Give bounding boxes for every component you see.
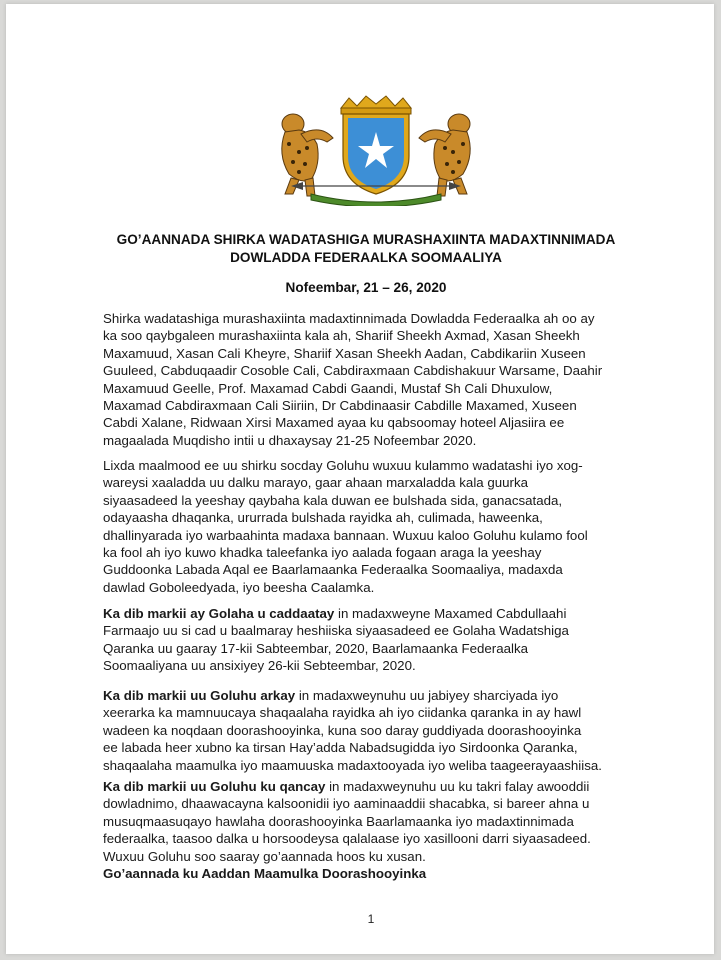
paragraph-lead: Ka dib markii uu Goluhu arkay [103,688,296,703]
paragraph-line: Maxamad Cabdiraxmaan Cali Siiriin, Dr Cabdinaasir Cabdille Maxamed, Xuseen [103,398,577,414]
somalia-coat-of-arms-icon [271,94,481,206]
paragraph-line: Lixda maalmood ee uu shirku socday Goluhu wuxuu kulammo wadatashi iyo xog- [103,458,583,473]
document-page [6,4,714,954]
paragraph-line-rest: in madaxweynuhu uu ku takri falay awooddii [325,779,590,794]
paragraph-line: Guuleed, Cabduqaadir Cosoble Cali, Cabdiraxmaan Cabdishakuur Warsame, Daahir [103,363,603,379]
paragraph-line: dawlad Goboleedyada, iyo beesha Caalamka. [103,579,375,595]
paragraph-line: Qaranka uu gaaray 17-kii Sabteembar, 2020, Baarlamaanka Federaalka [103,640,529,656]
paragraph-line: siyaasadeed la yeeshay qaybaha kala duwan ee bulshada sida, ganacsatada, [103,492,563,508]
paragraph-line: ka soo qaybgaleen murashaxiinta kala ah, Shariif Sheekh Axmad, Xasan Sheekh [103,328,580,344]
paragraph-line: wadeen ka noqdaan doorashooyinka, kuna soo daray guddiyada doorashooyinka [103,722,582,738]
document-title-line-2: DOWLADDA FEDERAALKA SOOMAALIYA [230,250,502,265]
document-date: Nofeembar, 21 – 26, 2020 [285,280,447,295]
paragraph-lead: Ka dib markii ay Golaha u caddaatay [103,606,335,621]
document-title-line-1: GO’AANNADA SHIRKA WADATASHIGA MURASHAXIINTA MADAXTINNIMADA [116,232,616,247]
paragraph-line-rest: in madaxweyne Maxamed Cabdullaahi [334,606,567,621]
paragraph-abuse-of-power [103,778,648,882]
paragraph-line: ka fool ah iyo kuwo khadka taleefanka iyo aalada fogaan araga la yeeshay [103,545,542,561]
paragraph-line: Soomaaliyana uu ansixiyey 26-kii Sebteembar, 2020. [103,658,416,674]
page-number: 1 [367,912,375,926]
paragraph-line: federaalka, taasoo dalka u horsoodeysa qalalaase iyo xasillooni darri siyaasadeed. [103,831,591,847]
paragraph-line: ee labada heer xubno ka tirsan Hay’adda Nabadsugidda iyo Sirdoonka Qaranka, [103,740,578,756]
paragraph-line: Cabdi Xalane, Ridwaan Xirsi Maxamed ayaa ku qabsoomay hoteel Aljasiira ee [103,415,565,431]
paragraph-first-line [103,605,648,622]
paragraph-line: shaqaalaha maamulka iyo maamuuska madaxtooyada iyo weliba taageerayaashiisa. [103,757,602,773]
paragraph-agreement-breach [103,605,648,675]
paragraph-first-line [103,687,648,704]
paragraph-line: Guddoonka Labada Aqal ee Baarlamaanka Federaalka Soomaaliya, madaxda [103,562,563,578]
paragraph-line-rest: in madaxweynuhu uu jabiyey sharciyada iyo [295,688,559,703]
paragraph-line: Maxamuud Geelle, Prof. Maxamad Cabdi Gaandi, Mustaf Sh Cali Dhuxulow, [103,380,553,396]
paragraph-line: dhallinyarada iyo warbaahinta madaxa bannaan. Wuxuu kaloo Goluhu kulamo fool [103,527,588,543]
paragraph-line: magaalada Muqdisho intii u dhaxaysay 21-25 Nofeembar 2020. [103,432,477,448]
section-heading: Go’aannada ku Aaddan Maamulka Doorashooyinka [103,866,427,882]
paragraph-line: wareysi xaaladda uu dalku marayo, gaar ahaan marxaladda kala guurka [103,475,529,491]
paragraph-line: Shirka wadatashiga murashaxiinta madaxtinnimada Dowladda Federaalka ah oo ay [103,311,595,326]
paragraph-consultations [103,457,648,596]
paragraph-line: xeerarka ka mamnuucaya shaqaalaha rayidka ah iyo ciidanka qaranka in ay hawl [103,705,582,721]
paragraph-line: odayaasha dhaqanka, ururrada bulshada rayidka ah, culimada, haweenka, [103,510,543,526]
paragraph-line: dowladnimo, dhaawacayna kalsoonidii iyo aaminaaddii shacabka, si bareer ahna u [103,796,590,812]
paragraph-line: Farmaajo uu si cad u baalmaray heshiiska siyaasadeed ee Golaha Wadatshiga [103,623,569,639]
paragraph-line: musuqmaasuqayo hawlaha doorashooyinka Baarlamaanka iyo madaxtinnimada [103,813,574,829]
paragraph-first-line [103,778,648,795]
paragraph-law-violations [103,687,648,774]
paragraph-participants [103,310,648,449]
paragraph-line: Wuxuu Goluhu soo saaray go’aannada hoos ku xusan. [103,848,426,864]
paragraph-lead: Ka dib markii uu Goluhu ku qancay [103,779,326,794]
paragraph-line: Maxamuud, Xasan Cali Kheyre, Shariif Xasan Sheekh Aadan, Cabdikariin Xuseen [103,345,586,361]
